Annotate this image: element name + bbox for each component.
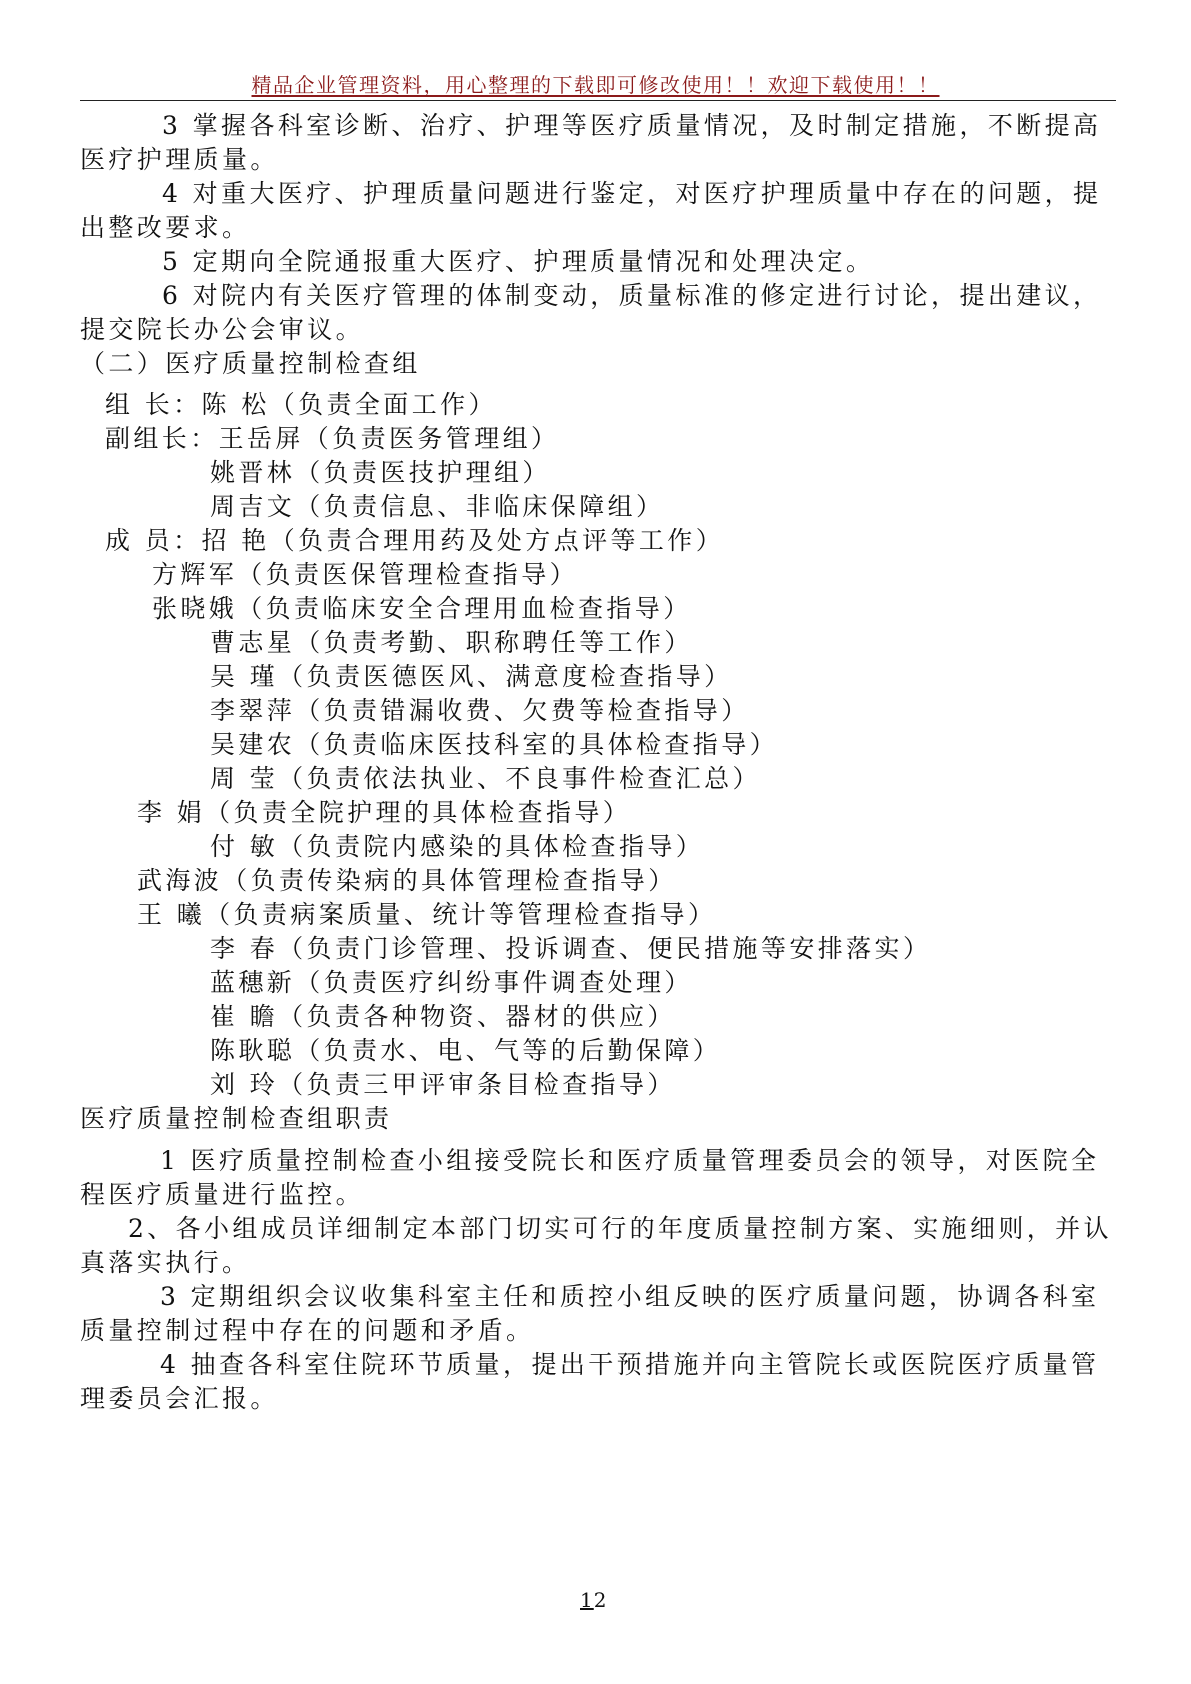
page-number <box>580 1587 607 1613</box>
roster-line: 组 长：陈 松（负责全面工作） <box>105 390 497 419</box>
roster-line: 武海波（负责传染病的具体管理检查指导） <box>137 866 677 895</box>
text-line: 程医疗质量进行监控。 <box>80 1180 365 1209</box>
roster-line: 周吉文（负责信息、非临床保障组） <box>210 492 665 521</box>
roster-line: 吴建农（负责临床医技科室的具体检查指导） <box>210 730 779 759</box>
roster-line: 李 春（负责门诊管理、投诉调查、便民措施等安排落实） <box>210 934 932 963</box>
text-line: 3 掌握各科室诊断、治疗、护理等医疗质量情况，及时制定措施，不断提高 <box>162 111 1102 140</box>
text-line: 医疗护理质量。 <box>80 145 279 174</box>
roster-line: 刘 玲（负责三甲评审条目检查指导） <box>210 1070 676 1099</box>
text-line: 出整改要求。 <box>80 213 251 242</box>
text-line: 4 抽查各科室住院环节质量，提出干预措施并向主管院长或医院医疗质量管 <box>160 1350 1100 1379</box>
section-heading: （二）医疗质量控制检查组 <box>80 349 421 378</box>
text-line: 质量控制过程中存在的问题和矛盾。 <box>80 1316 535 1345</box>
roster-line: 崔 瞻（负责各种物资、器材的供应） <box>210 1002 676 1031</box>
text-line: 3 定期组织会议收集科室主任和质控小组反映的医疗质量问题，协调各科室 <box>160 1282 1100 1311</box>
text-line: 真落实执行。 <box>80 1248 251 1277</box>
page-number-rest: 2 <box>593 1588 608 1612</box>
roster-line: 方辉军（负责医保管理检查指导） <box>152 560 579 589</box>
roster-line: 吴 瑾（负责医德医风、满意度检查指导） <box>210 662 733 691</box>
text-line: 6 对院内有关医疗管理的体制变动，质量标准的修定进行讨论，提出建议， <box>162 281 1102 310</box>
roster-line: 王 曦（负责病案质量、统计等管理检查指导） <box>137 900 717 929</box>
header-banner <box>0 72 1191 98</box>
roster-line: 曹志星（负责考勤、职称聘任等工作） <box>210 628 693 657</box>
roster-line: 姚晋林（负责医技护理组） <box>210 458 551 487</box>
roster-line: 周 莹（负责依法执业、不良事件检查汇总） <box>210 764 761 793</box>
roster-line: 李翠萍（负责错漏收费、欠费等检查指导） <box>210 696 750 725</box>
text-line: 2、各小组成员详细制定本部门切实可行的年度质量控制方案、实施细则，并认 <box>128 1214 1112 1243</box>
header-banner-text: 精品企业管理资料，用心整理的下载即可修改使用！！欢迎下载使用！！ <box>251 73 940 97</box>
section-heading: 医疗质量控制检查组职责 <box>80 1104 393 1133</box>
roster-line: 陈耿聪（负责水、电、气等的后勤保障） <box>210 1036 722 1065</box>
text-line: 提交院长办公会审议。 <box>80 315 365 344</box>
roster-line: 蓝穗新（负责医疗纠纷事件调查处理） <box>210 968 693 997</box>
page-number-first-digit: 1 <box>580 1588 594 1612</box>
roster-line: 李 娟（负责全院护理的具体检查指导） <box>137 798 632 827</box>
text-line: 4 对重大医疗、护理质量问题进行鉴定，对医疗护理质量中存在的问题，提 <box>162 179 1102 208</box>
text-line: 5 定期向全院通报重大医疗、护理质量情况和处理决定。 <box>162 247 875 276</box>
roster-line: 副组长：王岳屏（负责医务管理组） <box>105 424 560 453</box>
text-line: 1 医疗质量控制检查小组接受院长和医疗质量管理委员会的领导，对医院全 <box>160 1146 1100 1175</box>
roster-line: 成 员：招 艳（负责合理用药及处方点评等工作） <box>105 526 725 555</box>
header-rule <box>80 100 1116 101</box>
text-line: 理委员会汇报。 <box>80 1384 279 1413</box>
roster-line: 张晓娥（负责临床安全合理用血检查指导） <box>152 594 692 623</box>
roster-line: 付 敏（负责院内感染的具体检查指导） <box>210 832 705 861</box>
